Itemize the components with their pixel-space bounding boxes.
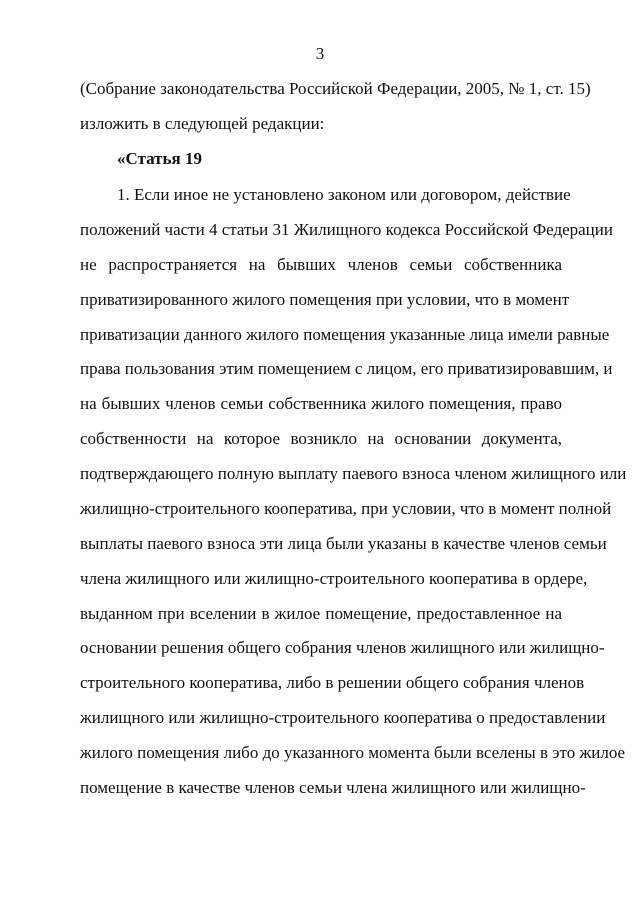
text-line-2: изложить в следующей редакции: — [80, 114, 325, 133]
text-line-5: положений части 4 статьи 31 Жилищного кодекса Российской Федерации — [80, 220, 613, 239]
text-line-21: помещение в качестве членов семьи члена жилищного или жилищно- — [80, 778, 586, 797]
text-line-17: основании решения общего собрания членов жилищного или жилищно- — [80, 638, 605, 657]
text-line-9: права пользования этим помещением с лицом, его приватизировавшим, и — [80, 359, 613, 378]
page-number: 3 — [315, 44, 325, 63]
article-heading: «Статья 19 — [117, 149, 202, 168]
text-line-16: выданном при вселении в жилое помещение, предоставленное на — [80, 604, 562, 623]
text-line-13: жилищно-строительного кооператива, при условии, что в момент полной — [80, 499, 612, 518]
text-line-8: приватизации данного жилого помещения указанные лица имели равные — [80, 325, 610, 344]
text-line-11: собственности на которое возникло на основании документа, — [80, 429, 562, 448]
text-line-12: подтверждающего полную выплату паевого взноса членом жилищного или — [80, 464, 627, 483]
text-line-19: жилищного или жилищно-строительного кооператива о предоставлении — [80, 708, 606, 727]
text-line-1: (Собрание законодательства Российской Федерации, 2005, № 1, ст. 15) — [80, 79, 591, 98]
text-line-20: жилого помещения либо до указанного момента были вселены в это жилое — [80, 743, 626, 762]
text-line-15: члена жилищного или жилищно-строительного кооператива в ордере, — [80, 569, 588, 588]
text-line-14: выплаты паевого взноса эти лица были указаны в качестве членов семьи — [80, 534, 607, 553]
text-line-7: приватизированного жилого помещения при условии, что в момент — [80, 290, 570, 309]
text-line-4: 1. Если иное не установлено законом или договором, действие — [117, 185, 571, 204]
text-line-6: не распространяется на бывших членов семьи собственника — [80, 255, 562, 274]
text-line-10: на бывших членов семьи собственника жилого помещения, право — [80, 394, 562, 413]
text-line-18: строительного кооператива, либо в решении общего собрания членов — [80, 673, 585, 692]
